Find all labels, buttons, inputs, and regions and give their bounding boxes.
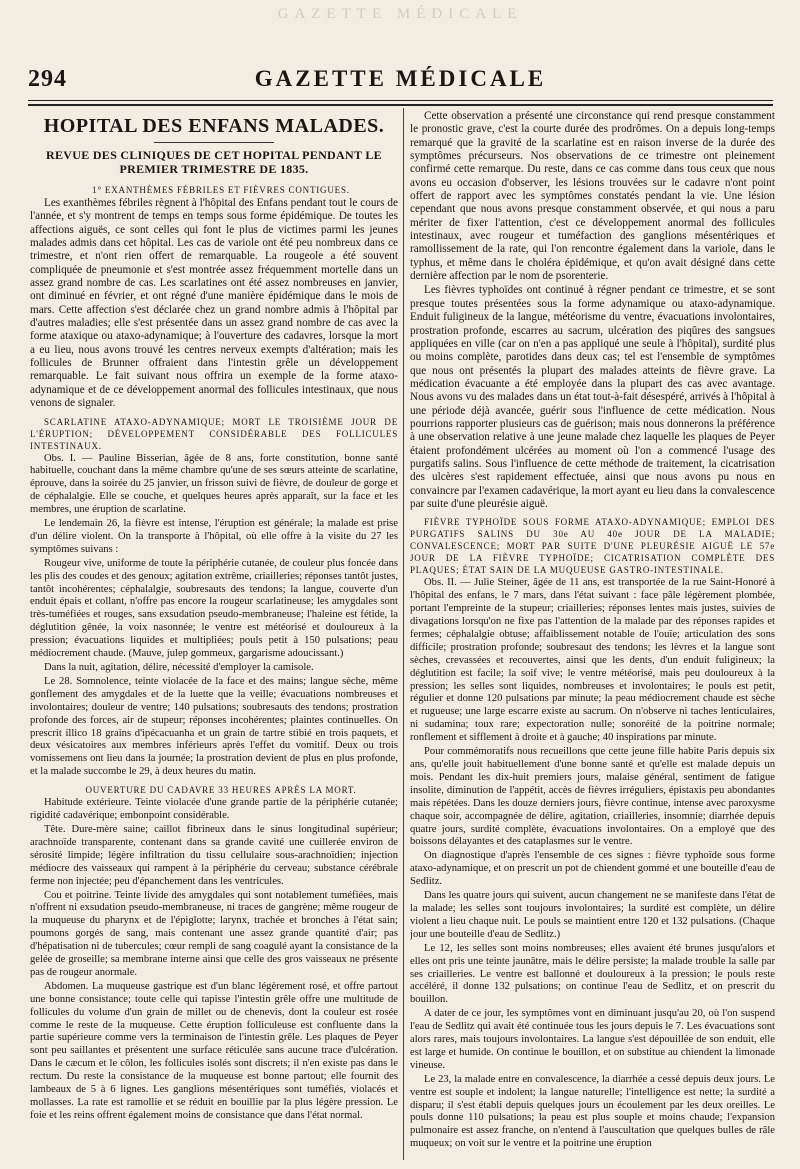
paragraph: Habitude extérieure. Teinte violacée d'une grande partie de la périphérie cutanée; rigidité cadavérique; embonpoint considérable. [30, 797, 398, 822]
paragraph: Les fièvres typhoïdes ont continué à régner pendant ce trimestre, et se sont presque toutes présentées sous la forme adynamique ou ataxo-adynamique. Enduit fuligineux de la langue, météorisme du ventre, évacuations involontaires, prostration profonde, escarres au sacrum, ulcération des piqûres des sangsues appliquées en ville (car on n'en a pas appliqué une seule à l'hôpital), surdité plus ou moins complète, parotides dans deux cas; tel est l'ensemble de symptômes que nous ont présentés la plupart des malades atteints de fièvre grave. La médication évacuante a été employée dans la plupart des cas avec avantage. Nous avons vu des malades dans un état tout-à-fait désespéré, arrivés à l'hôpital à une période déjà avancée, guérir sous l'influence de cette médication. Nous pourrions rapporter plusieurs cas de guérison; mais nous donnerons la préférence à une observation relative à une jeune malade chez laquelle les plaques de Peyer étaient profondément ulcérées au moment où l'on a commencé l'usage des purgatifs salins. Sous l'influence de cette méthode de traitement, la cicatrisation des ulcères s'est rapidement effectuée, ainsi que nous avons pu nous en convaincre par l'examen cadavérique, la mort ayant eu lieu dans la convalescence par suite d'une pleurésie aiguë. [410, 284, 775, 510]
paragraph: Rougeur vive, uniforme de toute la périphérie cutanée, de couleur plus foncée dans les plis des coudes et des genoux; agitation extrême, criailleries; réponses tantôt justes, tantôt incohérentes; céphalalgie, soubresauts des tendons; la langue, couverte d'un enduit épais et collant, n'offre pas encore la rougeur scarlatineuse; les amygdales sont très-tuméfiées et rouges, sans exsudation pseudo-membraneuse; l'haleine est fétide, la déglutition gênée, la voix nasonnée; le ventre est météorisé et douloureux à la pression; évacuations liquides et multipliées; pouls petit à 150 pulsations; peau médiocrement chaude. (Mauve, julep gommeux, gargarisme adoucissant.) [30, 557, 398, 660]
paragraph: Abdomen. La muqueuse gastrique est d'un blanc légèrement rosé, et offre partout une bonne consistance; toute celle qui tapisse l'intestin grêle offre une multitude de follicules du volume d'un grain de millet ou de chenevis, dont la couleur est rosée comme le reste de la muqueuse. Cette éruption folliculeuse est confluente dans la partie supérieure comme vers la terminaison de l'intestin grêle. Les plaques de Peyer sont peu saillantes et présentent une surface réticulée sans aucune trace d'ulcération. Dans le cæcum et le côlon, les follicules isolés sont discrets; il n'en existe pas dans le rectum. Du reste la consistance de la muqueuse est bonne partout; elle fournit des lambeaux de 5 à 6 lignes. Les ganglions mésentériques sont tuméfiés, violacés et mollasses. La rate est ramollie et se réduit en bouillie par la plus légère pression. Le foie et les reins offrent également moins de consistance que dans l'état normal. [30, 980, 398, 1121]
title-rule [154, 142, 274, 143]
column-divider [403, 108, 404, 1160]
paragraph: Pour commémoratifs nous recueillons que cette jeune fille habite Paris depuis six ans, qu'elle jouit habituellement d'une bonne santé et qu'elle est malade depuis un mois. Pendant les dix-huit premiers jours, malaise général, sentiment de fatigue insolite, diminution de l'appétit, accès de fièvres irréguliers, épistaxis peu abondantes mais répétées. Dans les douze derniers jours, fièvre continue, intense avec paroxysme chaque soir, accompagnée de délire, agitation, criailleries, insomnie; diarrhée depuis quatre jours, surdité complète, évacuations involontaires. On a employé que des boissons délayantes et des cataplasmes sur le ventre. [410, 746, 775, 848]
paragraph: Cette observation a présenté une circonstance qui rend presque constamment le pronostic grave, c'est la courte durée des prodrômes. On a depuis long-temps remarqué que la gravité de la scarlatine est en raison inverse de la durée des symptômes précurseurs. Nos observations de ce trimestre ont pleinement confirmé cette remarque. Du reste, dans ce cas comme dans tous ceux que nous avons eu occasion d'observer, les lésions trouvées sur le cadavre n'ont point offert de rapport avec les symptômes constatés pendant la vie. Une lésion cependant que nous avons presque constamment observée, et qui nous a paru mériter de fixer l'attention, c'est ce développement anormal des follicules intestinaux, avec rougeur et tuméfaction des ganglions mésentériques et ramollissement de la rate, qui l'on rencontre également dans la variole, dans le typhus, et même dans le choléra épidémique, et qu'on avait désigné dans cette dernière affection par le nom de psorenterie. [410, 110, 775, 283]
paragraph: Le 28. Somnolence, teinte violacée de la face et des mains; langue sèche, même gonflement des amygdales et de la luette que la veille; évacuations nombreuses et involontaires; douleur de ventre; 140 pulsations; soubresauts des tendons; prostration profonde des forces, air de stupeur; réponses incohérentes; plaintes continuelles. On prescrit illico 18 grains d'ipécacuanha et un grain de tartre stibié en trois paquets, et deux vésicatoires aux membres inférieurs après l'effet du vomitif. Deux ou trois vomissemens ont lieu dans la journée; la prostration devient de plus en plus profonde, et la malade succombe le 29, à deux heures du matin. [30, 675, 398, 778]
case-heading: FIÈVRE TYPHOÏDE SOUS FORME ATAXO-ADYNAMIQUE; EMPLOI DES PURGATIFS SALINS DU 30e AU 40e JOUR DE LA MALADIE; CONVALESCENCE; MORT PAR SUITE D'UNE PLEURÉSIE AIGUË LE 57e JOUR DE LA FIÈVRE TYPHOÏDE; CICATRISATION COMPLÈTE DES PLAQUES; ÉTAT SAIN DE LA MUQUEUSE GASTRO-INTESTINALE. [410, 517, 775, 576]
paragraph: Dans la nuit, agitation, délire, nécessité d'employer la camisole. [44, 662, 314, 673]
paragraph: Tête. Dure-mère saine; caillot fibrineux dans le sinus longitudinal supérieur; arachnoïde transparente, contenant dans sa grande cavité une cuillerée environ de sérosité limpide; légère infiltration du tissu cellulaire sous-arachnoïdien; injection médiocre des vaisseaux qui rampent à la périphérie du cerveau; substance cérébrale ferme non injectée; peu d'épanchement dans les ventricules. [30, 823, 398, 887]
paragraph: On diagnostique d'après l'ensemble de ces signes : fièvre typhoïde sous forme ataxo-adynamique, et on prescrit un pot de chiendent gommé et une bouteille d'eau de Sedlitz. [410, 850, 775, 888]
page-header [28, 66, 773, 100]
case-heading: OUVERTURE DU CADAVRE 33 HEURES APRÈS LA MORT. [85, 785, 357, 796]
paragraph: Les exanthèmes fébriles règnent à l'hôpital des Enfans pendant tout le cours de l'année, et s'y montrent de temps en temps sous forme épidémique. De toutes les affections aiguës, ce sont celles qui font le plus de victimes parmi les jeunes malades admis dans cet hôpital. Les cas de variole ont été peu nombreux dans ce trimestre, et n'ont rien offert de remarquable. La rougeole a été souvent compliquée de pneumonie et s'est montrée assez fréquemment mortelle dans un assez grand nombre de cas. Les scarlatines ont été assez nombreuses en janvier, ont diminué en février, et ont régné d'une manière épidémique dans le mois de mars. Cette affection s'est déclarée chez un grand nombre admis à l'hôpital par d'autres maladies; elle s'est présentée dans un assez grand nombre de cas avec la forme ataxique ou ataxo-adynamique; à l'ouverture des cadavres, lorsque la mort a eu lieu, nous avons trouvé les centres nerveux exempts d'altération; mais les follicules de Brunner offraient dans l'intestin grêle un développement remarquable. Le fait suivant nous offrira un exemple de la forme ataxo-adynamique et de ce développement anormal des follicules intestinaux, que nous venons de signaler. [30, 197, 398, 410]
case-heading: SCARLATINE ATAXO-ADYNAMIQUE; MORT LE TROISIÈME JOUR DE L'ÉRUPTION; DÉVELOPPEMENT CONSIDÉRABLE DES FOLLICULES INTESTINAUX. [30, 416, 398, 451]
paragraph: Le 12, les selles sont moins nombreuses; elles avaient été brunes jusqu'alors et elles ont pris une teinte jaunâtre, mais le délire persiste; la malade trouble la salle par ses criailleries. Le ventre est ballonné et douloureux à la pression; le pouls reste accéléré, il donne 132 pulsations; on continue l'eau de Sedlitz, et on prescrit du bouillon. [410, 942, 775, 1006]
journal-title: GAZETTE MÉDICALE [254, 66, 547, 91]
paragraph: Dans les quatre jours qui suivent, aucun changement ne se manifeste dans l'état de la malade; les selles sont toujours involontaires; la surdité est complète, un délire violent a lieu chaque nuit. Le pouls se maintient entre 120 et 132 pulsations. (Chaque jour une bouteille d'eau de Sedlitz.) [410, 890, 775, 940]
section-subtitle: REVUE DES CLINIQUES DE CET HOPITAL PENDANT LE PREMIER TRIMESTRE DE 1835. [46, 148, 382, 176]
left-column [30, 110, 398, 1160]
paragraph: Le 23, la malade entre en convalescence, la diarrhée a cessé depuis deux jours. Le ventre est souple et indolent; la langue naturelle; l'intelligence est nette; la surdité a disparu; il s'est établi depuis quelques jours un écoulement par les deux oreilles. Le pouls donne 110 pulsations; la peau est plus souple et moins chaude; l'expansion pulmonaire est assez franche, on n'entend à l'auscultation que quelques bulles de râle muqueux; on voit sur le ventre et la poitrine une éruption [410, 1073, 775, 1150]
page-number: 294 [28, 66, 67, 92]
sub-heading: 1° EXANTHÈMES FÉBRILES ET FIÈVRES CONTIGUES. [92, 185, 350, 195]
paragraph: Cou et poitrine. Teinte livide des amygdales qui sont notablement tuméfiées, mais n'offrent ni exsudation pseudo-membraneuse, ni traces de gangrène; même rougeur de la muqueuse du pharynx et de l'épiglotte; larynx, trachée et bronches à l'état sain; poumons gorgés de sang, mais contenant une assez grande quantité d'air; pas d'hépatisation ni de tubercules; cœur rempli de sang coagulé ayant la consistance de la gelée de groseille; sa membrane interne ainsi que celle des gros vaisseaux ne présente pas de rougeur anormale. [30, 889, 398, 978]
section-title: HOPITAL DES ENFANS MALADES. [43, 115, 385, 137]
bleed-through-text: GAZETTE MÉDICALE [277, 6, 523, 22]
right-column [410, 110, 775, 1160]
header-rule [28, 100, 773, 101]
paragraph: A dater de ce jour, les symptômes vont en diminuant jusqu'au 20, où l'on suspend l'eau de Sedlitz qui avait été continuée tous les jours depuis le 7. Les évacuations sont alors rares, mais toujours involontaires. La langue s'est dépouillée de son enduit, elle est large et humide. On continue le bouillon, et on substitue au chiendent la limonade vineuse. [410, 1008, 775, 1071]
paragraph: Le lendemain 26, la fièvre est intense, l'éruption est générale; la malade est prise d'un délire violent. On la transporte à l'hôpital, où elle offre à la visite du 27 les symptômes suivans : [30, 518, 398, 555]
paragraph: Obs. II. — Julie Steiner, âgée de 11 ans, est transportée de la rue Saint-Honoré à l'hôpital des enfans, le 7 mars, dans l'état suivant : face pâle légèrement plombée, portant l'empreinte de la stupeur; criailleries; réponses lentes mais justes, suivies de divagations lorsqu'on ne fixe pas l'attention de la malade par des réponses rapides et fermes; céphalalgie obtuse; affaiblissement notable de l'ouïe; articulation des sons difficile; prostration profonde; soubresaut des tendons; les lèvres et la langue sont sèches, crevassées et recouvertes, ainsi que les dents, d'un enduit fuligineux; la déglutition est facile; la soif vive; le ventre météorisé, mais peu douloureux à la pression; les selles sont liquides, nombreuses et involontaires; le pouls est petit, régulier et donne 120 pulsations par minute; la peau médiocrement chaude est sèche et rugueuse; une large escarre existe au sacrum. On n'observe ni taches lenticulaires, ni sudamina; toux rare; expectoration nulle; sonoréité de la poitrine normale; ronflement et sifflement à droite et à gauche; 40 inspirations par minute. [410, 577, 775, 744]
paragraph: Obs. I. — Pauline Bisserian, âgée de 8 ans, forte constitution, bonne santé habituelle, couchant dans la même chambre qu'une de ses sœurs atteinte de scarlatine, éprouve, dans la soirée du 25 janvier, un frisson suivi de fièvre, de douleur de gorge et de céphalalgie. Elle se couche, et quelques heures après apparaît, sur la face et les membres, une éruption de scarlatine. [30, 452, 398, 516]
header-rule-thick [28, 104, 773, 106]
